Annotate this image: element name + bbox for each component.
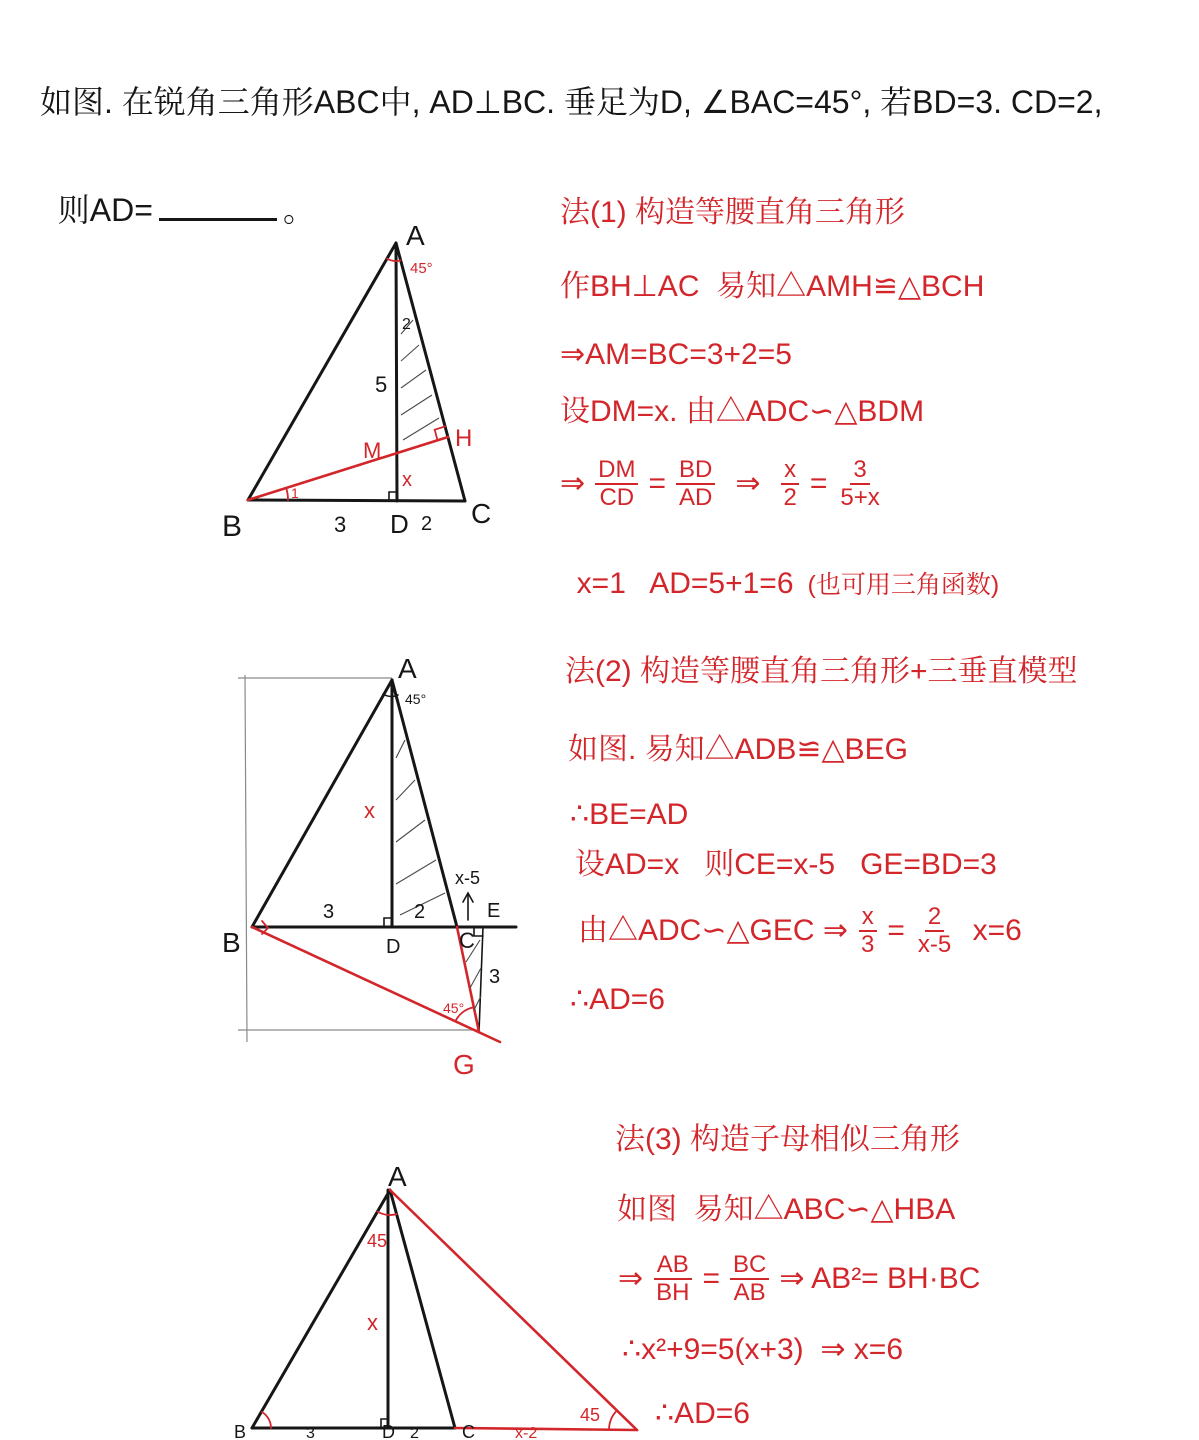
fraction: [858, 904, 877, 958]
answer-prompt: 则AD=: [57, 192, 153, 228]
method-2-step-2: ∴BE=AD: [570, 798, 689, 831]
hatch-line: [396, 780, 415, 800]
angle-arc-h: [609, 1411, 617, 1431]
label-length-cd: 2: [414, 901, 426, 923]
method-1-note: (也可用三角函数): [807, 571, 1000, 599]
segment-bc: [248, 500, 465, 501]
method-2-solution: x=6: [964, 914, 1022, 947]
label-point-a: A: [406, 220, 425, 251]
label-angle-a: 45°: [410, 260, 433, 277]
hatch-line: [401, 370, 426, 388]
figure-method-1: [222, 220, 491, 543]
method-1-title: 法(1) 构造等腰直角三角形: [560, 196, 905, 229]
label-point-b: B: [234, 1422, 247, 1440]
method-3-relation: ⇒ AB²= BH·BC: [779, 1262, 981, 1295]
denominator: 5+x: [840, 484, 880, 511]
label-point-m: M: [363, 438, 382, 463]
answer-blank: [159, 194, 277, 221]
method-2-step-4: [578, 902, 1022, 960]
label-point-c: C: [459, 928, 475, 953]
denominator: AD: [679, 484, 713, 511]
numerator: 3: [850, 457, 869, 485]
method-1-step-1: 作BH⊥AC 易知△AMH≌△BCH: [560, 270, 985, 303]
fraction: [730, 1252, 769, 1306]
label-length-dm: x: [402, 469, 412, 491]
label-length-ad: x: [367, 1310, 378, 1335]
label-length-cd: 2: [421, 513, 433, 535]
hatch-line: [470, 968, 481, 988]
method-1-step-2: ⇒AM=BC=3+2=5: [560, 338, 792, 371]
problem-line-2: [40, 156, 315, 228]
implies-symbol: ⇒: [560, 467, 586, 500]
label-length-bd: 3: [334, 512, 347, 537]
figure-method-3: [234, 1161, 637, 1440]
problem-line-1: 如图. 在锐角三角形ABC中, AD⊥BC. 垂足为D, ∠BAC=45°, 若BD=3. CD=2,: [40, 84, 1103, 120]
hatch-line: [401, 395, 432, 415]
label-point-d: D: [390, 509, 409, 539]
fraction: [653, 1252, 692, 1306]
method-2-step-5: ∴AD=6: [570, 983, 665, 1016]
label-length-bd: 3: [306, 1425, 315, 1440]
label-point-b: B: [222, 510, 243, 543]
hatch-line: [396, 740, 405, 758]
method-2-step-1: 如图. 易知△ADB≌△BEG: [568, 733, 908, 766]
method-2-title: 法(2) 构造等腰直角三角形+三垂直模型: [565, 655, 1078, 688]
label-length-bd: 3: [323, 901, 335, 923]
fraction: [780, 457, 799, 511]
method-3-step-1: 如图 易知△ABC∽△HBA: [617, 1193, 956, 1226]
numerator: 2: [925, 904, 944, 932]
hatch-line: [396, 820, 425, 842]
fraction: [837, 457, 882, 511]
label-length-cd: 2: [410, 1425, 419, 1440]
hatching-triangle-adc: [396, 740, 445, 915]
equals-symbol: =: [887, 914, 905, 947]
method-1-result: x=1 AD=5+1=6: [576, 567, 794, 600]
label-point-g: G: [453, 1049, 475, 1080]
equals-symbol: =: [648, 467, 666, 500]
angle-arc-a: [387, 259, 401, 261]
label-point-a: A: [388, 1161, 407, 1192]
implies-symbol: ⇒: [735, 467, 761, 500]
denominator: 2: [783, 484, 797, 511]
fraction: [676, 457, 715, 511]
denominator: 3: [861, 931, 875, 958]
numerator: x: [859, 904, 877, 932]
method-1-step-4: [560, 455, 883, 513]
similarity-statement: 由△ADC∽△GEC ⇒: [578, 914, 849, 947]
frame-line-left: [245, 675, 247, 1042]
label-point-a: A: [398, 653, 417, 684]
method-2-step-3: 设AD=x 则CE=x-5 GE=BD=3: [575, 848, 997, 881]
numerator: BD: [676, 457, 715, 485]
sentence-end-mark: 。: [282, 192, 315, 228]
method-3-step-3: ∴x²+9=5(x+3) ⇒ x=6: [622, 1333, 904, 1366]
angle-arc-b: [262, 1412, 271, 1428]
segment-ad: [396, 243, 397, 501]
label-point-c: C: [471, 498, 492, 529]
label-point-e: E: [487, 900, 501, 922]
hatch-line: [401, 345, 419, 361]
segment-eg: [479, 927, 483, 1032]
label-length-ce: x-5: [455, 868, 481, 888]
label-angle-a: 45°: [405, 691, 427, 707]
equals-symbol: =: [809, 467, 828, 500]
label-point-d: D: [386, 936, 401, 958]
segment-ab: [252, 1190, 390, 1428]
denominator: x-5: [917, 931, 952, 958]
label-point-d: D: [382, 1422, 395, 1440]
hatch-line: [396, 860, 436, 884]
method-1-step-5: [560, 530, 999, 603]
numerator: AB: [654, 1252, 692, 1280]
label-angle-g: 45°: [443, 1000, 465, 1016]
angle-arc-b: [286, 488, 288, 500]
fraction: [595, 457, 638, 511]
numerator: x: [781, 457, 799, 485]
label-length-ad: x: [364, 798, 375, 823]
equals-symbol: =: [702, 1262, 721, 1295]
figure-method-2: [222, 653, 516, 1080]
label-point-b: B: [222, 927, 241, 958]
method-3-step-2: [618, 1250, 980, 1308]
method-3-title: 法(3) 构造子母相似三角形: [615, 1123, 960, 1156]
hatch-line: [403, 418, 439, 440]
label-point-c: C: [462, 1422, 475, 1440]
label-angle-a: 45: [367, 1231, 388, 1251]
method-1-step-3: 设DM=x. 由△ADC∽△BDM: [560, 395, 925, 428]
segment-ac: [392, 680, 457, 927]
denominator: AB: [733, 1279, 766, 1306]
label-angle-2: 2: [402, 316, 411, 333]
numerator: BC: [730, 1252, 769, 1280]
label-point-h: H: [455, 425, 473, 452]
label-length-eg: 3: [489, 966, 501, 988]
implies-symbol: ⇒: [618, 1262, 644, 1295]
method-3-step-4: ∴AD=6: [655, 1397, 750, 1430]
segment-ac: [390, 1190, 455, 1428]
label-length-am: 5: [375, 372, 388, 397]
segment-ac: [396, 243, 465, 501]
denominator: CD: [599, 484, 635, 511]
numerator: DM: [595, 457, 638, 485]
fraction: [915, 904, 954, 958]
label-angle-1: 1: [291, 485, 299, 501]
label-angle-h: 45: [580, 1405, 601, 1425]
segment-ah: [390, 1190, 637, 1430]
denominator: BH: [656, 1279, 690, 1306]
label-length-ch: x-2: [515, 1425, 538, 1440]
